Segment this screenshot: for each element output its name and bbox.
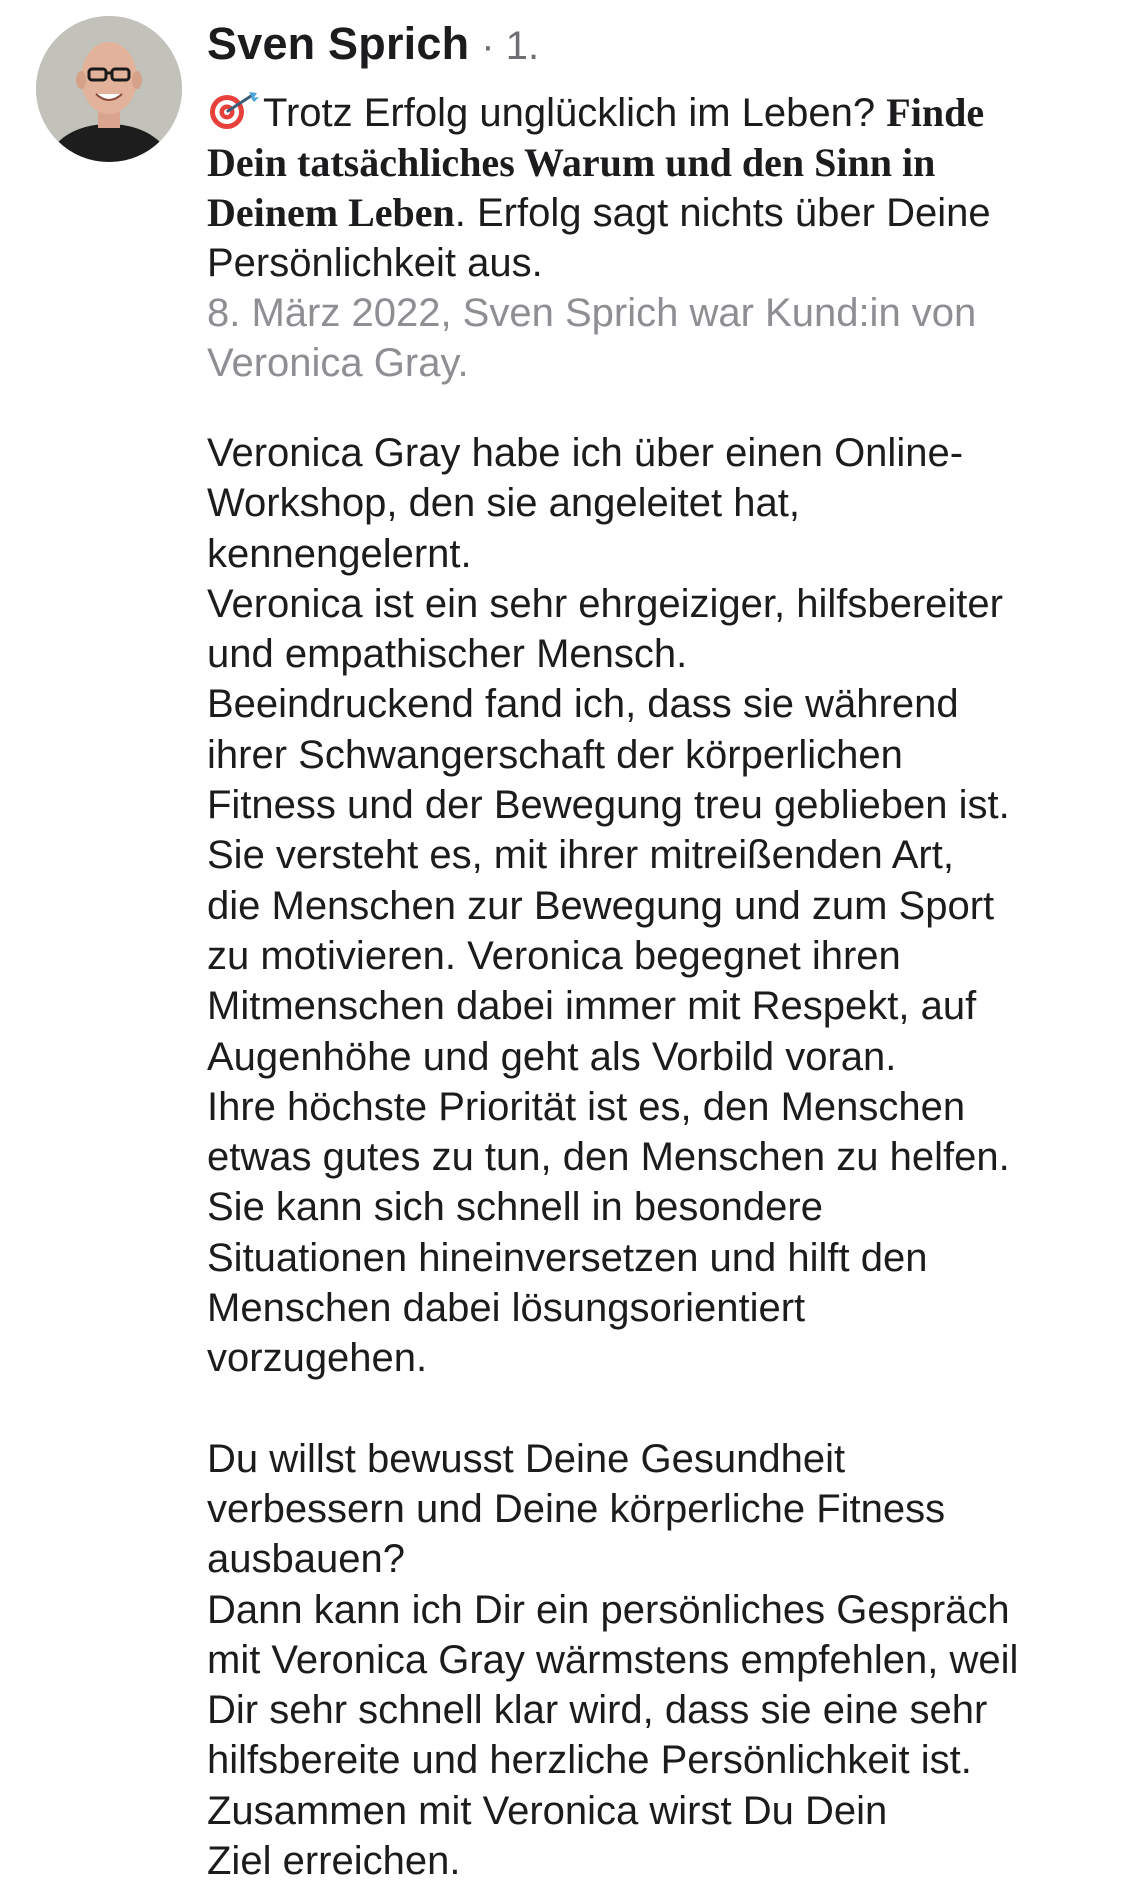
recommendation-text-line: Ihre höchste Priorität ist es, den Menschen bbox=[207, 1084, 966, 1129]
recommendation-text-line: Augenhöhe und geht als Vorbild voran. bbox=[207, 1034, 897, 1079]
recommendation-text-line: Situationen hineinversetzen und hilft den bbox=[207, 1235, 928, 1280]
recommendation-text-line: Zusammen mit Veronica wirst Du Dein bbox=[207, 1788, 888, 1833]
headline-tail-first: . Erfolg sagt nichts über Deine bbox=[454, 191, 991, 235]
recommendation-text-line: Mitmenschen dabei immer mit Respekt, auf bbox=[207, 984, 977, 1029]
meta-line: Veronica Gray. bbox=[207, 341, 469, 385]
recommendation-text-line: Ziel erreichen. bbox=[207, 1839, 461, 1884]
author-header bbox=[207, 18, 1097, 82]
meta-line: 8. März 2022, Sven Sprich war Kund:in von bbox=[207, 291, 977, 335]
paragraph-spacer bbox=[207, 1384, 1097, 1434]
avatar[interactable] bbox=[36, 16, 182, 162]
recommendation-text-line: Dir sehr schnell klar wird, dass sie eine sehr bbox=[207, 1688, 988, 1733]
recommendation-text-line: kennengelernt. bbox=[207, 531, 472, 576]
recommendation-text-line: Menschen dabei lösungsorientiert bbox=[207, 1286, 806, 1331]
connection-degree: · 1. bbox=[481, 24, 540, 68]
recommendation-text-line: hilfsbereite und herzliche Persönlichkeit ist. bbox=[207, 1738, 972, 1783]
headline-bold-2: Dein tatsächliches Warum und den Sinn in bbox=[207, 140, 936, 185]
recommendation-paragraph-2 bbox=[207, 1434, 1097, 1886]
recommendation-text-line: Workshop, den sie angeleitet hat, bbox=[207, 481, 800, 526]
recommendation-text-line: verbessern und Deine körperliche Fitness bbox=[207, 1486, 946, 1531]
headline-line-3 bbox=[207, 188, 1097, 238]
recommendation-text-line: zu motivieren. Veronica begegnet ihren bbox=[207, 933, 901, 978]
recommendation-text bbox=[207, 428, 1097, 1886]
recommendation-text-line: Veronica Gray habe ich über einen Online- bbox=[207, 431, 964, 475]
headline-bold-3: Deinem Leben bbox=[207, 190, 455, 235]
headline-bold-1: Finde bbox=[886, 90, 985, 135]
headline-line-1 bbox=[207, 88, 1097, 138]
recommendation-content bbox=[207, 18, 1097, 1886]
recommendation-text-line: Sie versteht es, mit ihrer mitreißenden Art, bbox=[207, 833, 954, 878]
recommendation-text-line: mit Veronica Gray wärmstens empfehlen, weil bbox=[207, 1637, 1019, 1682]
author-headline bbox=[207, 88, 1097, 288]
recommendation-meta bbox=[207, 288, 1097, 388]
headline-tail-second: Persönlichkeit aus. bbox=[207, 241, 543, 285]
recommendation-text-line: ihrer Schwangerschaft der körperlichen bbox=[207, 732, 903, 777]
recommendation-text-line: und empathischer Mensch. bbox=[207, 632, 688, 677]
recommendation-text-line: die Menschen zur Bewegung und zum Sport bbox=[207, 883, 995, 928]
recommendation-paragraph-1 bbox=[207, 428, 1097, 1384]
headline-lead: Trotz Erfolg unglücklich im Leben? bbox=[263, 91, 876, 135]
recommendation-text-line: Veronica ist ein sehr ehrgeiziger, hilfsbereiter bbox=[207, 581, 1003, 626]
recommendation-text-line: Dann kann ich Dir ein persönliches Gespräch bbox=[207, 1587, 1010, 1632]
recommendation-text-line: etwas gutes zu tun, den Menschen zu helfen. bbox=[207, 1135, 1010, 1180]
author-name[interactable]: Sven Sprich bbox=[207, 18, 470, 69]
recommendation-text-line: Fitness und der Bewegung treu geblieben ist. bbox=[207, 783, 1010, 828]
recommendation-text-line: ausbauen? bbox=[207, 1537, 405, 1582]
recommendation-text-line: Beeindruckend fand ich, dass sie während bbox=[207, 682, 959, 727]
direct-hit-target-icon bbox=[207, 90, 261, 130]
recommendation-text-line: Sie kann sich schnell in besondere bbox=[207, 1185, 823, 1230]
recommendation-text-line: vorzugehen. bbox=[207, 1336, 428, 1381]
recommendation-text-line: Du willst bewusst Deine Gesundheit bbox=[207, 1436, 846, 1481]
